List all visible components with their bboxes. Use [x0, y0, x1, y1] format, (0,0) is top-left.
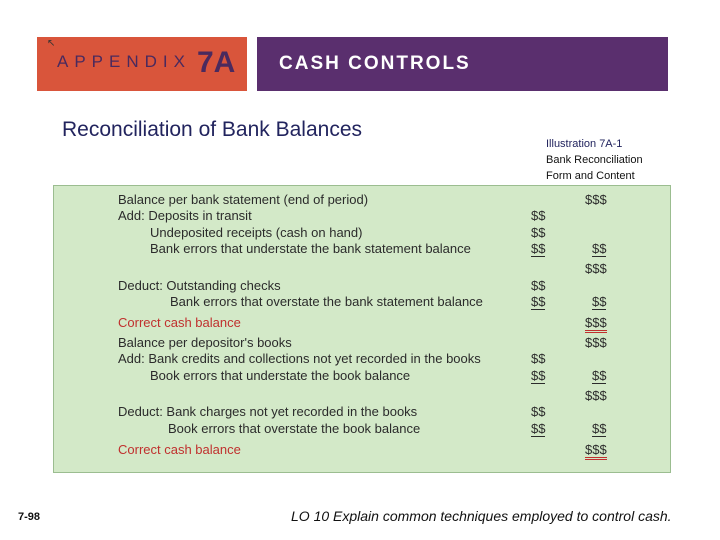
- book-balance-amount: $$$: [585, 335, 607, 350]
- book-add2-amount: $$: [531, 368, 546, 383]
- bank-add2-label: Undeposited receipts (cash on hand): [150, 225, 363, 240]
- bank-subtotal: $$$: [585, 261, 607, 276]
- book-add-amount: $$: [531, 351, 546, 366]
- book-deduct2-label: Book errors that overstate the book balance: [168, 421, 421, 436]
- bank-deduct-total: $$: [592, 294, 607, 309]
- bank-balance-amount: $$$: [585, 192, 607, 207]
- appendix-label: APPENDIX: [57, 52, 191, 71]
- bank-correct-label: Correct cash balance: [118, 315, 241, 330]
- bank-add-label: Add: Deposits in transit: [118, 208, 252, 223]
- chapter-title: CASH CONTROLS: [279, 53, 471, 74]
- book-subtotal: $$$: [585, 388, 607, 403]
- slide-heading: Reconciliation of Bank Balances: [62, 118, 363, 141]
- book-correct-label: Correct cash balance: [118, 442, 241, 457]
- book-deduct-total: $$: [592, 421, 607, 436]
- illustration-line2: Form and Content: [546, 170, 635, 182]
- book-add-total: $$: [592, 368, 607, 383]
- book-add-label: Add: Bank credits and collections not yet recorded in the books: [118, 351, 481, 366]
- bank-deduct-amount: $$: [531, 278, 546, 293]
- book-correct-amount: $$$: [585, 442, 607, 460]
- page-number: 7-98: [18, 511, 41, 523]
- chapter-banner: [257, 37, 668, 91]
- book-add2-label: Book errors that understate the book balance: [150, 368, 411, 383]
- book-balance-label: Balance per depositor's books: [118, 335, 292, 350]
- illustration-caption: [546, 136, 643, 184]
- bank-add3-amount: $$: [531, 241, 546, 256]
- bank-deduct2-amount: $$: [531, 294, 546, 309]
- illustration-label: Illustration 7A-1: [546, 138, 623, 150]
- reconciliation-form: [53, 185, 671, 473]
- bank-add3-label: Bank errors that understate the bank statement balance: [150, 241, 471, 256]
- bank-add-amount: $$: [531, 208, 546, 223]
- bank-add2-amount: $$: [531, 225, 546, 240]
- bank-correct-amount: $$$: [585, 315, 607, 333]
- bank-deduct2-label: Bank errors that overstate the bank statement balance: [170, 294, 483, 309]
- appendix-number: 7A: [197, 46, 236, 79]
- bank-deduct-label: Deduct: Outstanding checks: [118, 278, 281, 293]
- appendix-banner: [37, 37, 247, 91]
- book-deduct-label: Deduct: Bank charges not yet recorded in the books: [118, 404, 418, 419]
- learning-objective: LO 10 Explain common techniques employed to control cash.: [291, 508, 672, 524]
- illustration-line1: Bank Reconciliation: [546, 154, 643, 166]
- bank-balance-label: Balance per bank statement (end of period): [118, 192, 369, 207]
- book-deduct2-amount: $$: [531, 421, 546, 436]
- cursor-icon: ↖: [47, 38, 56, 49]
- book-deduct-amount: $$: [531, 404, 546, 419]
- bank-add-total: $$: [592, 241, 607, 256]
